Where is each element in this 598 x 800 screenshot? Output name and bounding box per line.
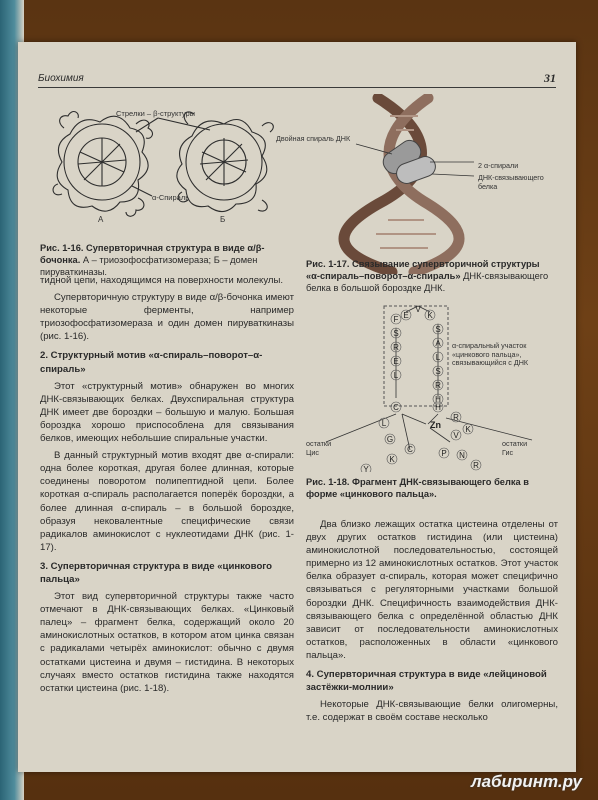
- fig18-left-residue-3: E: [393, 357, 399, 366]
- barrel-a-drawing: [53, 112, 152, 217]
- fig17-caption-bold: Рис. 1-17. Связывание супервторичной структуры «α-спираль–поворот–α-спираль»: [306, 259, 540, 281]
- fig16-label-a: А: [98, 215, 104, 224]
- fig18-label-his: остатки Гис: [502, 439, 528, 457]
- fig18-label-alpha-region: α-спиральный участок «цинкового пальца», связывающийся с ДНК: [452, 341, 529, 367]
- section-heading-3: 3. Супервторичная структура в виде «цинкового пальца»: [40, 560, 273, 585]
- left-paragraph-3: В данный структурный мотив входят две α-спирали: одна более короткая, другая более длинная, которые соединены поворотом полипептидной цепи. Более короткая α-спираль располагается поперёк бороздки, а более длинная α-спираль – в большой бороздке, образуя нековалентные специфические связи радикалов аминокислот с нуклеотидами ДНК (рис. 1-17).: [40, 450, 294, 553]
- book-page: [18, 42, 576, 772]
- fig18-left-residue-0: F: [393, 315, 399, 324]
- fig17-caption: [306, 258, 556, 294]
- fig18-right-residue-7: H: [435, 403, 441, 412]
- left-paragraph-0: тидной цепи, находящимся на поверхности молекулы.: [40, 275, 284, 286]
- fig17-label-dna: Двойная спираль ДНК: [276, 134, 351, 143]
- section-heading-4: 4. Супервторичная структура в виде «лейциновой застёжки-молнии»: [306, 669, 547, 694]
- fig18-right-residue-0: E: [403, 311, 409, 320]
- fig17-caption-rest: ДНК-связывающего белка в большой бороздке ДНК.: [306, 271, 549, 293]
- fig16-label-helix: α-Спираль: [152, 193, 190, 202]
- section-heading-2: 2. Структурный мотив «α-спираль–поворот–α-спираль»: [40, 350, 263, 375]
- fig18-left-residue-1: S: [393, 329, 399, 338]
- fig16-caption: [40, 242, 292, 278]
- fig18-caption: [306, 476, 556, 500]
- fig18-left-residue-2: R: [393, 343, 399, 352]
- left-text-column: [40, 274, 294, 695]
- site-watermark: лабиринт.ру: [471, 772, 582, 791]
- fig18-right-residue-8: H: [435, 395, 441, 404]
- fig18-right-residue-12: K: [465, 425, 471, 434]
- running-header-title: Биохимия: [38, 73, 84, 84]
- fig16-caption-rest: А – триозофосфатизомераза; Б – домен пируваткиназы.: [40, 255, 258, 277]
- fig18-right-residue-5: S: [435, 367, 441, 376]
- left-paragraph-2: Этот «структурный мотив» обнаружен во многих ДНК-связывающих белках. Двухспиральная структура ДНК имеет две бороздки – большую и малую. Большая бороздка хорошо приспособлена для связывания белков, имеющих небольшие спиральные участки.: [40, 380, 294, 445]
- figure-1-16-barrels: [40, 94, 290, 234]
- page-number: 31: [544, 71, 556, 85]
- fig18-right-residue-1: K: [427, 311, 433, 320]
- fig16-caption-bold: Рис. 1-16. Супервторичная структура в виде α/β-бочонка.: [40, 243, 265, 265]
- fig18-left-residue-8: C: [407, 445, 413, 454]
- fig18-right-residue-11: P: [441, 449, 447, 458]
- fig18-letter-top: V: [415, 305, 421, 314]
- fig18-caption-bold: Рис. 1-18. Фрагмент ДНК-связывающего белка в форме «цинкового пальца».: [306, 477, 530, 499]
- fig18-left-residue-7: G: [386, 435, 394, 444]
- fig18-left-residue-4: L: [393, 371, 399, 380]
- fig18-right-residue-9: R: [453, 413, 459, 422]
- fig18-label-cys: остатки Цис: [306, 439, 332, 457]
- fig17-label-two-helices: 2 α-спирали: [478, 161, 519, 170]
- fig18-right-residue-10: V: [453, 431, 459, 440]
- left-paragraph-1: Супервторичную структуру в виде α/β-бочонка имеют некоторые ферменты, например триозофосфатизомераза и один домен пируваткиназы (рис. 1-16).: [40, 292, 294, 343]
- fig18-left-residue-6: L: [381, 419, 387, 428]
- barrel-b-drawing: [177, 112, 273, 212]
- fig18-residue-letters: [361, 305, 481, 472]
- fig17-label-protein: ДНК-связывающего белка: [478, 173, 544, 191]
- fig18-zn: Zn: [430, 420, 441, 430]
- fig18-left-residue-10: Y: [363, 465, 369, 472]
- fig16-label-b: Б: [220, 215, 226, 224]
- right-text-column: [306, 518, 558, 724]
- right-paragraph-1: Два близко лежащих остатка цистеина отделены от двух других остатков гистидина (или цистеина) аминокислотной последовательностью, состоящей примерно из 12 аминокислотных остатков. Этот участок белка образует α-спираль, которая может специфично связываться с регуляторными участками большой бороздки ДНК. Специфичность взаимодействия ДНК-связывающего белка с определённой областью ДНК зависит от последовательности аминокислотных остатков, расположенных в области «цинкового пальца».: [306, 519, 558, 661]
- fig18-right-residue-14: R: [473, 461, 479, 470]
- fig18-left-residue-9: K: [389, 455, 395, 464]
- right-paragraph-2: Некоторые ДНК-связывающие белки олигомерны, т.е. содержат в своём составе несколько: [306, 699, 558, 724]
- fig18-left-residue-5: C: [393, 403, 399, 412]
- running-header: [38, 73, 556, 88]
- fig18-right-residue-2: S: [435, 325, 441, 334]
- fig16-label-strands: Стрелки – β-структуры: [116, 109, 196, 118]
- fig18-right-residue-13: N: [459, 451, 465, 460]
- fig18-right-residue-6: R: [435, 381, 441, 390]
- fig18-right-residue-3: A: [435, 339, 441, 348]
- fig18-right-residue-4: L: [435, 353, 441, 362]
- left-paragraph-4: Этот вид супервторичной структуры также часто отмечают в ДНК-связывающих белках. «Цинковый палец» – фрагмент белка, содержащий около 20 аминокислотных остатков, в котором атом цинка связан с радикалами четырёх аминокислот: обычно с двумя остатками цистеина и двумя – гистидина. В некоторых случаях вместо остатков гистидина также находятся остатки цистеина (рис. 1-18).: [40, 591, 294, 694]
